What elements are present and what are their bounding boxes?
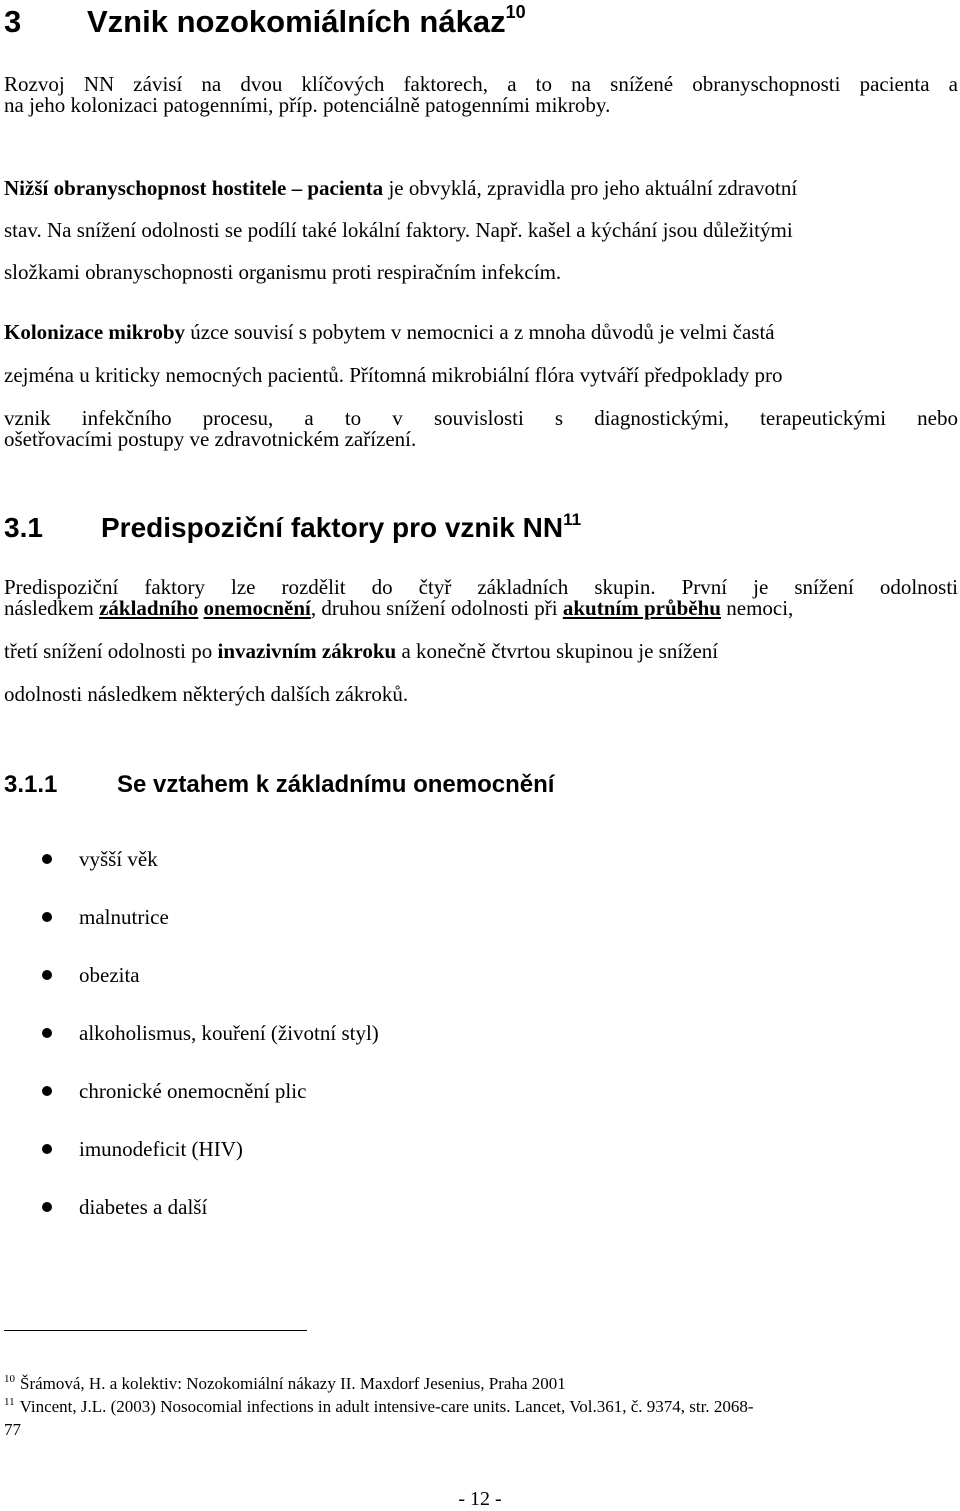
bullet-icon xyxy=(42,1028,52,1038)
footnote-ref-11[interactable]: 11 xyxy=(563,509,582,529)
chapter-heading xyxy=(4,2,526,42)
document-page: 3 Vznik nozokomiálních nákaz$^{10}$ Rozvoj NN závisí na dvou klíčových faktorech, a to na snížené obranyschopnosti pacienta a na jeho kolonizaci patogenními, příp. potenciálně patogenními mikroby. Nižší obranyschopnost hostitele – pacienta je obvyklá, zpravidla pro jeho aktuální zdravotní stav. Na snížení odolnosti se podílí také lokální faktory. Např. kašel a kýchání jsou důležitými složkami obranyschopnosti organismu proti respiračním infekcím. Kolonizace mikroby úzce souvisí s pobytem v nemocnici a z mnoha důvodů je velmi častá zejména u kriticky nemocných pacientů. Přítomná mikrobiální flóra vytváří předpoklady pro vznik infekčního procesu, a to v souvislosti s diagnostickými, terapeutickými nebo ošetřovacími postupy ve zdravotnickém zařízení. 3.1 Predispoziční faktory pro vznik NN$^{11}$ Predispoziční faktory lze rozdělit do čtyř základních skupin. První je snížení odolnosti následkem základního onemocnění, druhou snížení odolnosti při akutním průběhu nemoci, třetí snížení odolnosti po invazivním zákroku a konečně čtvrtou skupinou je snížení odolnosti následkem některých dalších zákroků. 3.1.1 Se vztahem k základnímu onemocnění vyšší věk malnutrice obezita alkoholismus, kouření (životní styl) chronické onemocnění plic imunodeficit (HIV) diabetes a další $^{10}$ Šrámová, H. a kolektiv: Nozokomiální nákazy II. Maxdorf Jesenius, Praha 2001 $^{11}$ Vincent, J.L. (2003) Nosocomial infections in adult intensive-care units. Lancet, Vol.361, č. 9374, str. 2068- 77 - 12 - xyxy=(0,0,960,1511)
bullet-icon xyxy=(42,1202,52,1212)
bold-term: Nižší obranyschopnost hostitele – pacienta xyxy=(4,176,384,200)
section-heading xyxy=(4,508,581,548)
paragraph-line: složkami obranyschopnosti organismu proti respiračním infekcím. xyxy=(4,260,562,284)
paragraph-host-resistance xyxy=(4,167,958,293)
footnote: $^{11}$ Vincent, J.L. (2003) Nosocomial infections in adult intensive-care units. Lancet, Vol.361, č. 9374, str. 2068- xyxy=(4,1396,754,1416)
subsection-title: Se vztahem k základnímu onemocnění xyxy=(117,771,555,798)
paragraph-line: třetí snížení odolnosti po invazivním zákroku a konečně čtvrtou skupinou je snížení xyxy=(4,639,719,663)
paragraph-line: Kolonizace mikroby úzce souvisí s pobytem v nemocnici a z mnoha důvodů je velmi častá xyxy=(4,320,775,344)
bold-underlined-term: akutním průběhu xyxy=(562,596,721,620)
paragraph-line: zejména u kriticky nemocných pacientů. Přítomná mikrobiální flóra vytváří předpoklady pro xyxy=(4,363,783,387)
subsection-heading xyxy=(4,765,554,805)
bold-underlined-term: základního xyxy=(99,596,199,620)
paragraph-line: následkem základního onemocnění, druhou snížení odolnosti při akutním průběhu nemoci, xyxy=(4,596,794,620)
footnote-divider xyxy=(4,1330,307,1331)
paragraph-predisposition xyxy=(4,566,958,716)
footnotes xyxy=(4,1372,958,1441)
bullet-icon xyxy=(42,854,52,864)
paragraph-line: Predispoziční faktory lze rozdělit do čtyř základních skupin. První je snížení odolnosti xyxy=(4,575,958,599)
footnote-number: 10 xyxy=(4,1373,15,1386)
section-number: 3.1 xyxy=(4,512,43,543)
paragraph-line: Nižší obranyschopnost hostitele – pacienta je obvyklá, zpravidla pro jeho aktuální zdravotní xyxy=(4,176,798,200)
bullet-icon xyxy=(42,1086,52,1096)
paragraph-colonization xyxy=(4,311,958,461)
section-title: Predispoziční faktory pro vznik NN xyxy=(101,512,564,543)
paragraph-line: stav. Na snížení odolnosti se podílí také lokální faktory. Např. kašel a kýchání jsou důležitými xyxy=(4,218,793,242)
page-number: - 12 - xyxy=(458,1488,502,1510)
bold-term: invazivním zákroku xyxy=(217,639,397,663)
paragraph-line: odolnosti následkem některých dalších zákroků. xyxy=(4,682,409,706)
bold-term: Kolonizace mikroby xyxy=(4,320,186,344)
bullet-icon xyxy=(42,912,52,922)
chapter-number: 3 xyxy=(4,4,22,39)
paragraph-intro xyxy=(4,67,958,123)
subsection-number: 3.1.1 xyxy=(4,771,58,798)
footnote-ref-10[interactable]: 10 xyxy=(505,1,526,22)
chapter-title: Vznik nozokomiálních nákaz xyxy=(87,4,506,39)
paragraph-line: ošetřovacími postupy ve zdravotnickém zařízení. xyxy=(4,427,417,451)
bold-underlined-term: onemocnění xyxy=(203,596,311,620)
paragraph-line: na jeho kolonizaci patogenními, příp. potenciálně patogenními mikroby. xyxy=(4,93,611,117)
footnote-number: 11 xyxy=(4,1396,15,1409)
paragraph-line: vznik infekčního procesu, a to v souvislosti s diagnostickými, terapeutickými nebo xyxy=(4,406,958,430)
footnote-continuation: 77 xyxy=(4,1420,21,1439)
paragraph-line: Rozvoj NN závisí na dvou klíčových faktorech, a to na snížené obranyschopnosti pacienta a xyxy=(4,72,958,96)
bullet-icon xyxy=(42,1144,52,1154)
footnote: $^{10}$ Šrámová, H. a kolektiv: Nozokomiální nákazy II. Maxdorf Jesenius, Praha 2001 xyxy=(4,1373,566,1393)
bullet-icon xyxy=(42,970,52,980)
